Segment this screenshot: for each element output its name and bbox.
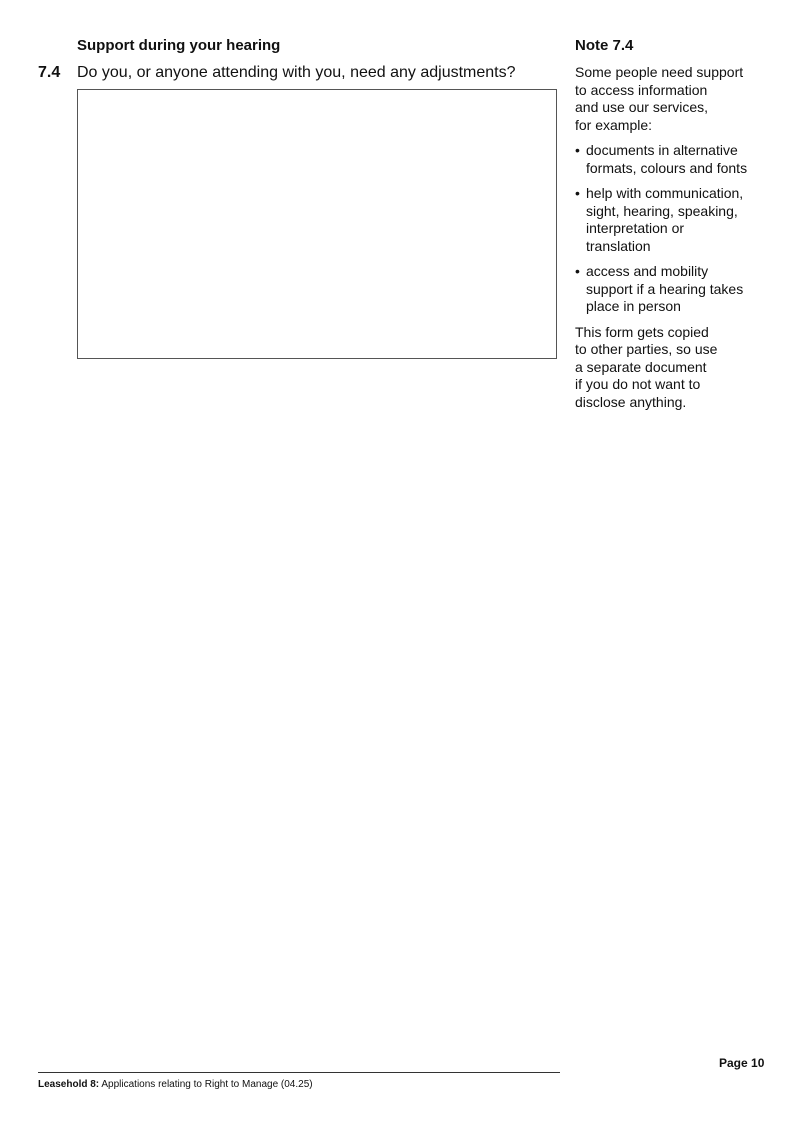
note-bullet-line: documents in alternative bbox=[586, 142, 738, 158]
note-bullet-item bbox=[575, 142, 770, 177]
bullet-icon: • bbox=[575, 142, 580, 158]
note-intro-line: and use our services, bbox=[575, 99, 709, 115]
question-text: Do you, or anyone attending with you, need any adjustments? bbox=[77, 64, 516, 81]
note-outro bbox=[575, 324, 770, 412]
footer-form-name: Leasehold 8: bbox=[38, 1079, 100, 1090]
note-bullet-list bbox=[575, 142, 770, 316]
note-intro-line: Some people need support bbox=[575, 64, 744, 80]
note-outro-line: to other parties, so use bbox=[575, 341, 718, 357]
note-intro-line: to access information bbox=[575, 81, 708, 98]
note-outro-line: disclose anything. bbox=[575, 393, 687, 410]
footer-form-description: Applications relating to Right to Manage (04.25) bbox=[99, 1079, 313, 1090]
note-bullet-line: formats, colours and fonts bbox=[586, 159, 748, 176]
note-bullet-line: place in person bbox=[586, 298, 681, 314]
note-intro-line: for example: bbox=[575, 116, 653, 133]
note-bullet-item bbox=[575, 263, 770, 316]
bullet-icon: • bbox=[575, 263, 580, 279]
adjustments-answer-field[interactable] bbox=[77, 89, 557, 359]
note-intro bbox=[575, 64, 770, 134]
note-bullet-line: access and mobility bbox=[586, 263, 709, 279]
note-bullet-line: translation bbox=[586, 237, 651, 254]
note-bullet-item bbox=[575, 185, 770, 255]
note-bullet-line: sight, hearing, speaking, bbox=[586, 202, 738, 219]
note-bullet-line: help with communication, bbox=[586, 185, 744, 201]
question-number: 7.4 bbox=[38, 64, 61, 81]
footer-divider bbox=[38, 1072, 560, 1073]
bullet-icon: • bbox=[575, 185, 580, 201]
note-outro-line: This form gets copied bbox=[575, 323, 709, 340]
note-title: Note 7.4 bbox=[575, 37, 634, 54]
note-bullet-line: support if a hearing takes bbox=[586, 280, 744, 297]
note-outro-line: a separate document bbox=[575, 358, 707, 375]
note-outro-line: if you do not want to bbox=[575, 376, 701, 392]
section-heading: Support during your hearing bbox=[77, 37, 281, 54]
page-number: Page 10 bbox=[719, 1056, 765, 1070]
side-note bbox=[575, 36, 770, 411]
note-bullet-line: interpretation or bbox=[586, 220, 685, 236]
footer-form-label bbox=[38, 1078, 313, 1092]
